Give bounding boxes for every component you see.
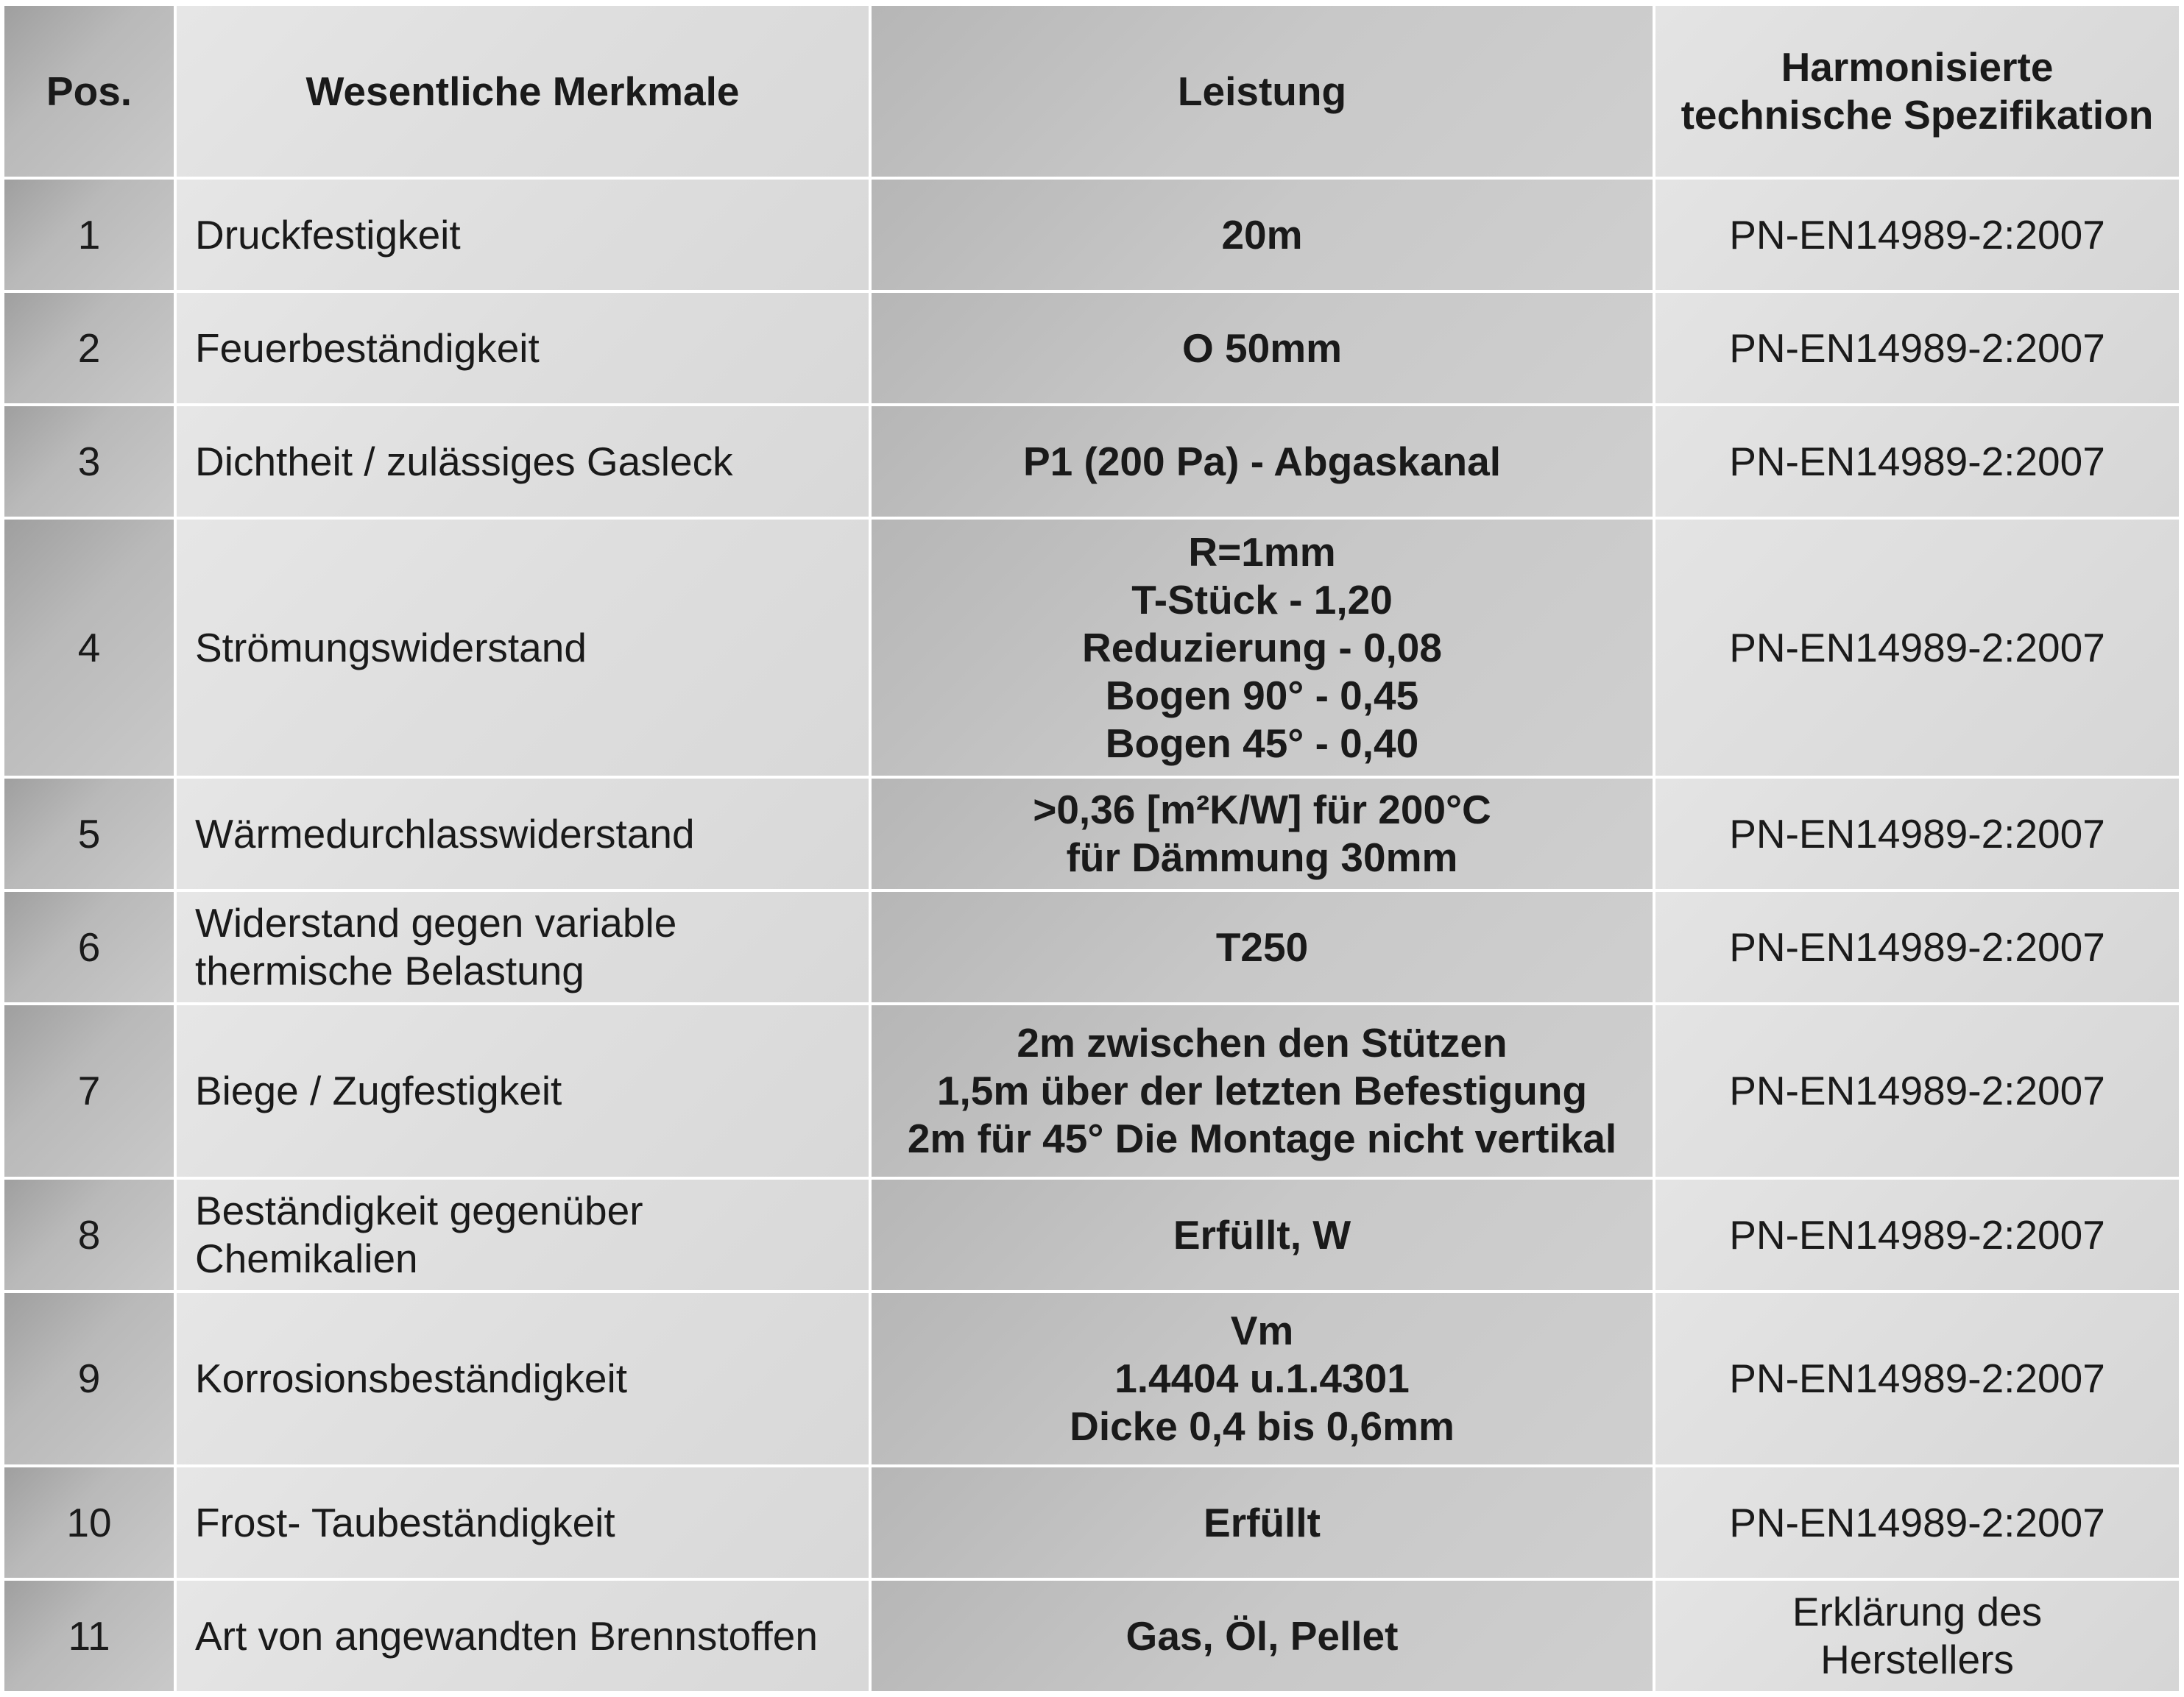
row-performance-cell [872, 1180, 1653, 1290]
row-performance-line: R=1mm [1188, 528, 1336, 575]
performance-table [4, 6, 2179, 1691]
row-spec-line: PN-EN14989-2:2007 [1729, 438, 2105, 484]
row-performance-line: Erfüllt [1204, 1499, 1321, 1545]
row-spec-lines [1729, 1499, 2105, 1547]
row-feature-line: Beständigkeit gegenüber [195, 1188, 643, 1233]
row-feature-cell [177, 406, 869, 517]
row-performance-line: für Dämmung 30mm [1066, 835, 1458, 880]
row-performance-cell [872, 1467, 1653, 1578]
row-performance-cell [872, 1293, 1653, 1464]
row-performance-line: Erfüllt, W [1173, 1211, 1351, 1258]
header-performance-label: Leistung [1177, 68, 1347, 114]
row-pos: 11 [68, 1612, 110, 1659]
row-performance-line: Vm [1230, 1308, 1294, 1353]
row-pos-cell [4, 1467, 174, 1578]
row-pos: 7 [77, 1068, 101, 1113]
row-performance-line: 20m [1221, 211, 1303, 258]
row-spec-lines [1729, 1067, 2105, 1115]
row-spec-line: PN-EN14989-2:2007 [1729, 325, 2105, 371]
row-spec-lines [1729, 1355, 2105, 1403]
row-feature-line: Widerstand gegen variable [195, 900, 677, 946]
row-feature-cell [177, 293, 869, 403]
row-performance-lines [1173, 1211, 1351, 1259]
row-performance-cell [872, 180, 1653, 290]
row-pos: 9 [77, 1356, 101, 1401]
row-pos-cell [4, 293, 174, 403]
row-spec-cell [1655, 180, 2179, 290]
row-pos-cell [4, 1581, 174, 1691]
row-performance-lines [1182, 325, 1342, 372]
row-pos: 1 [77, 211, 101, 258]
row-feature-line: Strömungswiderstand [195, 624, 587, 670]
row-pos: 5 [77, 810, 101, 857]
row-feature-cell [177, 779, 869, 889]
row-performance-line: Reduzierung - 0,08 [1082, 624, 1442, 670]
row-performance-lines [1204, 1499, 1321, 1547]
row-feature-lines [195, 624, 587, 672]
row-performance-lines [1216, 924, 1308, 971]
header-feature [177, 6, 869, 177]
row-spec-line: PN-EN14989-2:2007 [1729, 810, 2105, 857]
row-performance-lines [908, 1019, 1616, 1163]
row-feature-cell [177, 1467, 869, 1578]
row-feature-cell [177, 1005, 869, 1177]
row-spec-lines [1729, 211, 2105, 259]
row-feature-line: Feuerbeständigkeit [195, 325, 540, 371]
row-pos-cell [4, 1005, 174, 1177]
row-pos: 2 [77, 325, 101, 371]
row-spec-cell [1655, 1467, 2179, 1578]
row-feature-line: thermische Belastung [195, 948, 584, 993]
row-feature-cell [177, 1180, 869, 1290]
header-feature-label: Wesentliche Merkmale [305, 68, 740, 114]
row-spec-lines [1729, 438, 2105, 486]
row-feature-lines [195, 1067, 562, 1115]
row-performance-lines [1082, 528, 1442, 768]
row-performance-lines [1033, 786, 1491, 882]
row-feature-lines [195, 1499, 615, 1547]
header-pos [4, 6, 174, 177]
row-performance-lines [1126, 1612, 1399, 1660]
row-spec-cell [1655, 1293, 2179, 1464]
row-feature-cell [177, 1581, 869, 1691]
row-spec-cell [1655, 406, 2179, 517]
row-spec-cell [1655, 1581, 2179, 1691]
row-feature-cell [177, 520, 869, 776]
row-performance-line: >0,36 [m²K/W] für 200°C [1033, 787, 1491, 832]
row-feature-cell [177, 1293, 869, 1464]
row-performance-lines [1070, 1307, 1455, 1450]
row-pos-cell [4, 1180, 174, 1290]
header-performance [872, 6, 1653, 177]
row-performance-lines [1221, 211, 1302, 259]
row-spec-line: PN-EN14989-2:2007 [1729, 1211, 2105, 1258]
row-feature-lines [195, 325, 540, 372]
row-performance-cell [872, 892, 1653, 1002]
row-spec-cell [1655, 892, 2179, 1002]
row-feature-line: Art von angewandten Brennstoffen [195, 1612, 818, 1659]
row-performance-cell [872, 1581, 1653, 1691]
row-performance-line: Dicke 0,4 bis 0,6mm [1070, 1403, 1455, 1449]
row-spec-cell [1655, 1005, 2179, 1177]
row-pos: 4 [77, 624, 101, 670]
row-performance-cell [872, 520, 1653, 776]
row-feature-line: Korrosionsbeständigkeit [195, 1356, 628, 1401]
row-feature-line: Chemikalien [195, 1236, 418, 1281]
row-spec-lines [1792, 1588, 2042, 1684]
row-performance-cell [872, 293, 1653, 403]
row-pos: 3 [77, 438, 101, 484]
row-performance-line: Gas, Öl, Pellet [1125, 1612, 1399, 1659]
header-spec-line: technische Spezifikation [1681, 92, 2154, 138]
row-performance-line: 2m für 45° Die Montage nicht vertikal [907, 1116, 1617, 1161]
row-pos-cell [4, 180, 174, 290]
row-performance-line: 1,5m über der letzten Befestigung [936, 1068, 1588, 1113]
row-feature-cell [177, 892, 869, 1002]
row-feature-lines [195, 211, 461, 259]
row-spec-lines [1729, 325, 2105, 372]
row-spec-lines [1729, 924, 2105, 971]
row-feature-line: Frost- Taubeständigkeit [195, 1499, 615, 1545]
row-performance-line: Bogen 90° - 0,45 [1105, 672, 1419, 718]
row-pos: 6 [77, 924, 101, 970]
row-pos-cell [4, 520, 174, 776]
row-spec-cell [1655, 520, 2179, 776]
row-spec-line: PN-EN14989-2:2007 [1729, 1499, 2105, 1545]
header-spec-line: Harmonisierte [1781, 44, 2054, 90]
header-spec [1655, 6, 2179, 177]
row-performance-lines [1023, 438, 1501, 486]
row-performance-cell [872, 1005, 1653, 1177]
row-feature-lines [195, 438, 733, 486]
row-spec-line: PN-EN14989-2:2007 [1729, 1356, 2105, 1401]
row-feature-lines [195, 810, 695, 858]
row-feature-lines [195, 1612, 818, 1660]
row-performance-line: T-Stück - 1,20 [1131, 576, 1393, 623]
row-performance-line: O 50mm [1181, 325, 1343, 371]
row-feature-lines [195, 1187, 643, 1283]
row-feature-lines [195, 899, 676, 995]
row-feature-cell [177, 180, 869, 290]
row-spec-cell [1655, 779, 2179, 889]
row-spec-lines [1729, 810, 2105, 858]
row-performance-line: Bogen 45° - 0,40 [1105, 720, 1419, 766]
row-feature-line: Wärmedurchlasswiderstand [195, 810, 695, 857]
row-performance-cell [872, 779, 1653, 889]
row-performance-cell [872, 406, 1653, 517]
row-pos-cell [4, 892, 174, 1002]
row-feature-line: Biege / Zugfestigkeit [195, 1068, 562, 1113]
row-spec-line: Erklärung des [1792, 1589, 2043, 1634]
row-performance-line: P1 (200 Pa) - Abgaskanal [1022, 438, 1502, 484]
row-spec-cell [1655, 293, 2179, 403]
row-performance-line: 2m zwischen den Stützen [1017, 1020, 1508, 1066]
row-performance-line: T250 [1215, 924, 1309, 970]
row-pos: 8 [77, 1211, 101, 1258]
row-spec-line: PN-EN14989-2:2007 [1729, 624, 2105, 670]
header-pos-label: Pos. [46, 68, 132, 114]
row-spec-line: PN-EN14989-2:2007 [1729, 924, 2105, 970]
row-feature-line: Dichtheit / zulässiges Gasleck [195, 438, 733, 484]
row-spec-lines [1729, 624, 2105, 672]
row-feature-lines [195, 1355, 627, 1403]
row-spec-line: PN-EN14989-2:2007 [1729, 211, 2105, 258]
row-spec-lines [1729, 1211, 2105, 1259]
row-pos-cell [4, 779, 174, 889]
row-spec-line: PN-EN14989-2:2007 [1729, 1068, 2105, 1113]
row-feature-line: Druckfestigkeit [195, 211, 461, 258]
row-spec-cell [1655, 1180, 2179, 1290]
row-spec-line: Herstellers [1820, 1637, 2014, 1682]
row-pos-cell [4, 1293, 174, 1464]
row-pos: 10 [66, 1499, 112, 1545]
row-pos-cell [4, 406, 174, 517]
row-performance-line: 1.4404 u.1.4301 [1114, 1356, 1410, 1401]
